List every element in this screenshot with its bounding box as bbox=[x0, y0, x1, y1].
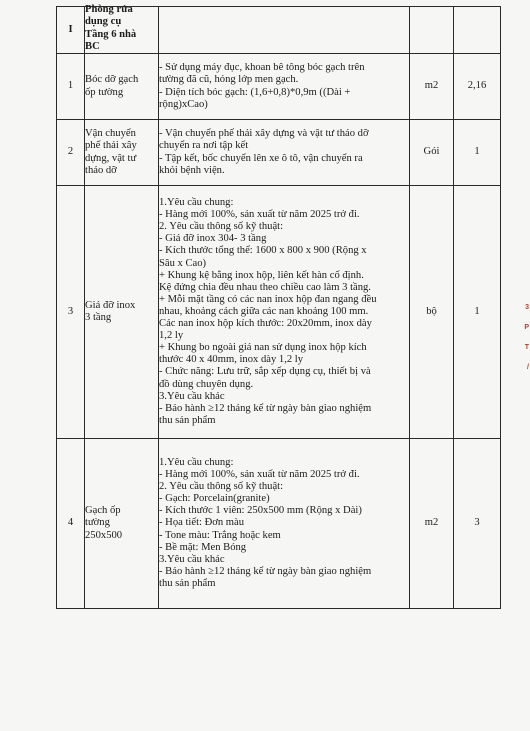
section-number: I bbox=[57, 7, 85, 54]
table-row bbox=[57, 120, 501, 186]
section-header-row bbox=[57, 7, 501, 54]
item-name: Vận chuyển phế thải xây dựng, vật tư tháo dỡ bbox=[85, 120, 159, 186]
section-qty-cell bbox=[454, 7, 501, 54]
item-name: Gạch ốp tường 250x500 bbox=[85, 439, 159, 609]
row-number: 2 bbox=[57, 120, 85, 186]
table-row bbox=[57, 186, 501, 439]
item-description: - Vận chuyển phế thải xây dựng và vật tư tháo dỡ chuyển ra nơi tập kết - Tập kết, bốc chuyển lên xe ô tô, vận chuyển ra khỏi bệnh viện. bbox=[159, 120, 410, 186]
item-unit: Gói bbox=[410, 120, 454, 186]
row-number: 4 bbox=[57, 439, 85, 609]
item-description: 1.Yêu cầu chung: - Hàng mới 100%, sản xuất từ năm 2025 trở đi. 2. Yêu cầu thông số kỹ thuật: - Gạch: Porcelain(granite) - Kích thước 1 viên: 250x500 mm (Rộng x Dài) - Họa tiết: Đơn màu - Tone màu: Trắng hoặc kem - Bề mặt: Men Bóng 3.Yêu cầu khác - Bảo hành ≥12 tháng kể từ ngày bàn giao nghiệm thu sản phẩm bbox=[159, 439, 410, 609]
item-name: Giá đỡ inox 3 tầng bbox=[85, 186, 159, 439]
item-unit: bộ bbox=[410, 186, 454, 439]
item-quantity: 3 bbox=[454, 439, 501, 609]
section-desc-cell bbox=[159, 7, 410, 54]
item-unit: m2 bbox=[410, 439, 454, 609]
red-stamp-fragment: 3 P T / bbox=[524, 304, 529, 371]
row-number: 3 bbox=[57, 186, 85, 439]
item-description: 1.Yêu cầu chung: - Hàng mới 100%, sản xuất từ năm 2025 trở đi. 2. Yêu cầu thông số kỹ thuật: - Giá đỡ inox 304- 3 tầng - Kích thước tổng thể: 1600 x 800 x 900 (Rộng x Sâu x Cao) + Khung kệ bằng inox hộp, liên kết hàn cố định. Kệ đứng chia đều nhau theo chiều cao làm 3 tầng. + Mỗi mặt tầng có các nan inox hộp đan ngang đều nhau, khoảng cách giữa các nan khoảng 100 mm. Các nan inox hộp kích thước: 20x20mm, inox dày 1,2 ly + Khung bo ngoài giá nan sử dụng inox hộp kích thước 40 x 40mm, inox dày 1,2 ly - Chức năng: Lưu trữ, sắp xếp dụng cụ, thiết bị và đồ dùng chuyên dụng. 3.Yêu cầu khác - Bảo hành ≥12 tháng kể từ ngày bàn giao nghiệm thu sản phẩm bbox=[159, 186, 410, 439]
section-unit-cell bbox=[410, 7, 454, 54]
row-number: 1 bbox=[57, 54, 85, 120]
item-quantity: 1 bbox=[454, 186, 501, 439]
item-quantity: 1 bbox=[454, 120, 501, 186]
item-unit: m2 bbox=[410, 54, 454, 120]
item-quantity: 2,16 bbox=[454, 54, 501, 120]
item-description: - Sử dụng máy đục, khoan bê tông bóc gạch trên tường đã cũ, hỏng lớp men gạch. - Diện tích bóc gạch: (1,6+0,8)*0,9m ((Dài + rộng)xCao) bbox=[159, 54, 410, 120]
section-title: Phòng rửa dụng cụ Tầng 6 nhà BC bbox=[85, 7, 159, 54]
table-row bbox=[57, 54, 501, 120]
item-name: Bóc dỡ gạch ốp tường bbox=[85, 54, 159, 120]
boq-table bbox=[56, 6, 501, 609]
table-row bbox=[57, 439, 501, 609]
